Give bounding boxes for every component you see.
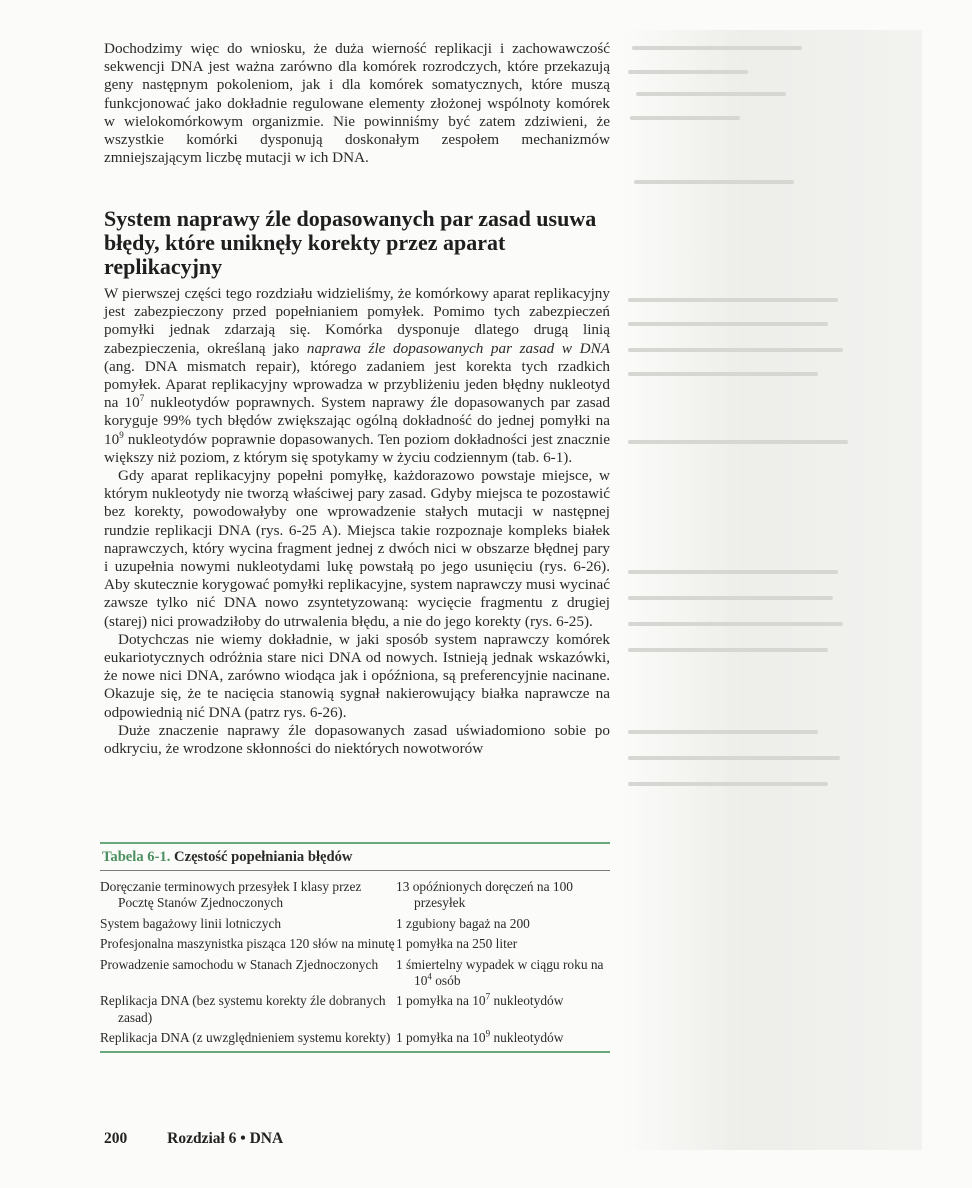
body-section (104, 285, 610, 758)
running-head: Rozdział 6 • DNA (167, 1130, 284, 1147)
table-cell-rate: 1 śmiertelny wypadek w ciągu roku na $10^4$ osób (396, 956, 604, 989)
table-cell-rate: 13 opóźnionych doręczeń na 100 przesyłek (396, 879, 573, 911)
table-title: Częstość popełniania błędów (174, 849, 353, 865)
table-cell-activity: Replikacja DNA (z uwzględnieniem systemu korekty) (100, 1030, 391, 1046)
table-cell-activity: Doręczanie terminowych przesyłek I klasy przez Pocztę Stanów Zjednoczonych (100, 879, 362, 911)
body-paragraph-2: Gdy aparat replikacyjny popełni pomyłkę, każdorazowo powstaje miejsce, w którym nukleotydy nie tworzą właściwej pary zasad. Gdyby miejsca te pozostawić bez korekty, powodowałyby one wprowadzenie stałych mutacji w następnej rundzie replikacji DNA (rys. 6-25 A). Miejsca takie rozpoznaje kompleks białek naprawczych, który wycina fragment jednej z dwóch nici w obszarze błędnej pary i uzupełnia nowymi nukleotydami lukę powstałą po jego usunięciu (rys. 6-26). Aby skutecznie korygować pomyłki replikacyjne, system naprawczy musi wycinać zawsze tylko nić DNA nowo zsyntetyzowaną: wycięcie fragmentu z drugiej (starej) nici prowadziłoby do utrwalenia błędu, a nie do jego korekty (rys. 6-25). (104, 467, 610, 630)
table-cell-rate: 1 pomyłka na $10^7$ nukleotydów (396, 991, 564, 1009)
body-paragraph-3: Dotychczas nie wiemy dokładnie, w jaki sposób system naprawczy komórek eukariotycznych odróżnia stare nici DNA od nowych. Istnieją jednak wskazówki, że nowe nici DNA, zarówno wiodąca jak i opóźniona, są preferencyjnie nacinane. Okazuje się, że te nacięcia stanowią sygnał nakierowujący białka naprawcze na odpowiednią nić DNA (patrz rys. 6-26). (104, 630, 610, 721)
key-term: naprawa źle dopasowanych par zasad w DNA (306, 339, 611, 357)
table-label: Tabela 6-1. (102, 849, 171, 865)
table-cell-activity: Profesjonalna maszynistka pisząca 120 słów na minutę (100, 936, 395, 952)
page-footer (104, 1130, 283, 1148)
table-row (100, 916, 610, 932)
intro-paragraph: Dochodzimy więc do wniosku, że duża wierność replikacji i zachowawczość sekwencji DNA jest ważna zarówno dla komórek rozrodczych, które przekazują geny następnym pokoleniom, jak i dla komórek somatycznych, które muszą funkcjonować jako dokładnie regulowane elementy złożonej wspólnoty komórek w wielokomórkowym organizmie. Nie powinniśmy być zatem zdziwieni, że wszystkie komórki dysponują doskonałym zespołem mechanizmów zmniejszającym liczbę mutacji w ich DNA. (104, 40, 610, 167)
table-bottom-rule (100, 1051, 610, 1053)
table-cell-activity: Replikacja DNA (bez systemu korekty źle dobranych zasad) (100, 993, 386, 1025)
error-rate-table (100, 842, 610, 1053)
table-row (100, 879, 610, 912)
bleed-through-shadow (622, 30, 922, 1150)
body-paragraph-1: W pierwszej części tego rozdziału widzieliśmy, że komórkowy aparat replikacyjny jest zabezpieczony przed popełnianiem pomyłek. Pomimo tych zabezpieczeń pomyłki jednak zdarzają się. Komórka dysponuje dlatego drugą linią zabezpieczenia, określaną jako naprawa źle dopasowanych par zasad w DNA (ang. DNA mismatch repair), którego zadaniem jest korekta tych rzadkich pomyłek. Aparat replikacyjny wprowadza w przybliżeniu jeden błędny nukleotyd na $10^7$ nukleotydów poprawnych. System naprawy źle dopasowanych par zasad koryguje 99% tych błędów zwiększając ogólną dokładność do jednej pomyłki na $10^9$ nukleotydów poprawnie dopasowanych. Ten poziom dokładności jest znacznie większy niż poziom, z którym się spotykamy w życiu codziennym (tab. 6-1). (104, 285, 611, 466)
table-cell-activity: Prowadzenie samochodu w Stanach Zjednoczonych (100, 956, 379, 972)
table-caption (100, 844, 610, 870)
table-row (100, 936, 610, 952)
table-cell-rate: 1 zgubiony bagaż na 200 (396, 915, 530, 931)
table-cell-rate: 1 pomyłka na 250 liter (396, 936, 518, 952)
table-cell-rate: 1 pomyłka na $10^9$ nukleotydów (396, 1028, 564, 1046)
table-cell-activity: System bagażowy linii lotniczych (100, 915, 282, 931)
body-paragraph-4: Duże znaczenie naprawy źle dopasowanych zasad uświadomiono sobie po odkryciu, że wrodzone skłonności do niektórych nowotworów (104, 721, 610, 758)
table-row (100, 957, 610, 990)
section-heading: System naprawy źle dopasowanych par zasad usuwa błędy, które uniknęły korekty przez aparat replikacyjny (104, 206, 597, 279)
page-number: 200 (104, 1130, 128, 1147)
intro-section (104, 40, 610, 167)
table-header-rule (100, 870, 610, 871)
table-row (100, 993, 610, 1026)
table-row (100, 1030, 610, 1046)
